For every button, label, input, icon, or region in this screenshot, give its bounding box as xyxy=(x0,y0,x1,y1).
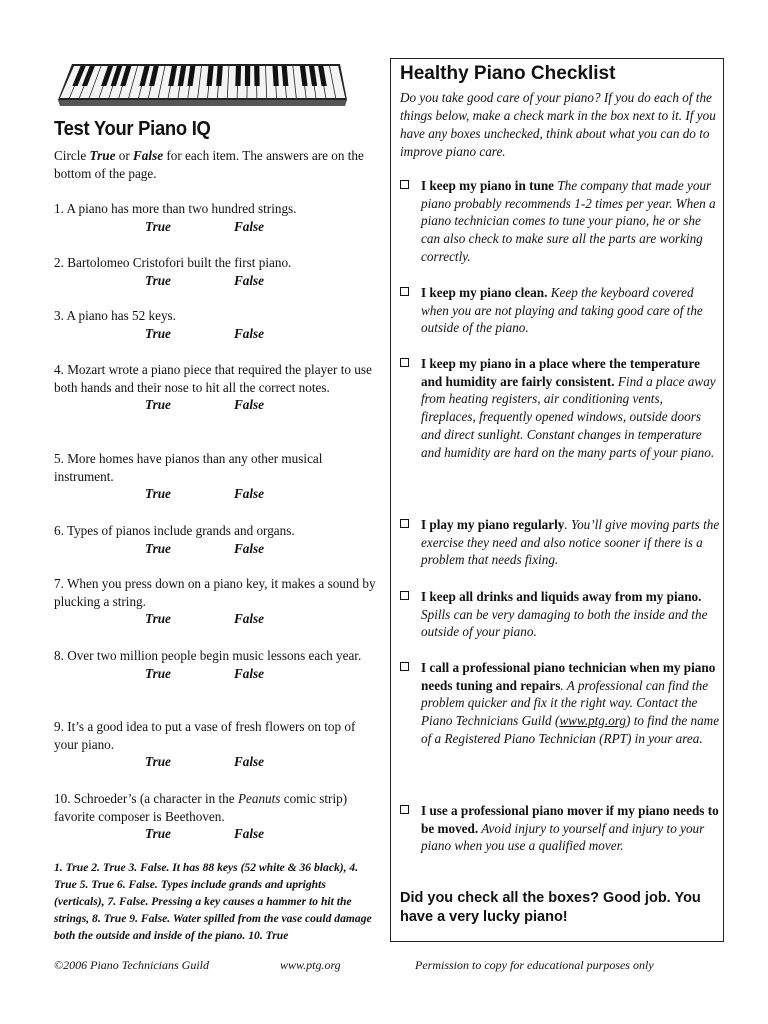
true-option[interactable]: True xyxy=(145,754,171,769)
checklist-item-technician: I call a professional piano technician when my piano needs tuning and repairs. A professional can find the problem quicker and fix it the right way. Contact the Piano Technicians Guild (www.ptg.org) to find the name of a Registered Piano Technician (RPT) in your area. xyxy=(400,659,720,748)
false-option[interactable]: False xyxy=(234,754,265,769)
true-option[interactable]: True xyxy=(145,486,171,501)
ptg-link[interactable]: www.ptg.org xyxy=(559,713,627,729)
question-text: 8. Over two million people begin music lessons each year. xyxy=(54,648,362,663)
checkbox[interactable] xyxy=(400,358,409,367)
question-text: 7. When you press down on a piano key, it makes a sound by plucking a string. xyxy=(54,576,376,609)
false-option[interactable]: False xyxy=(234,826,265,841)
false-option[interactable]: False xyxy=(234,325,265,341)
question-text: 6. Types of pianos include grands and organs. xyxy=(54,523,295,538)
checkbox[interactable] xyxy=(400,591,409,600)
answer-key: 1. True 2. True 3. False. It has 88 keys (52 white & 36 black), 4. True 5. True 6. False. Types include grands and uprights (verticals), 7. False. Pressing a key causes a hammer to hit the strings, 8. True 9. False. Water spilled from the vase could damage both the outside and inside of the piano. 10. True xyxy=(54,861,372,942)
true-false-choices xyxy=(54,610,379,628)
checklist-item-tune: I keep my piano in tune The company that made your piano probably recommends 1-2 times per year. When a piano technician comes to tune your piano, he or she can also check to make sure all the parts are working correctly. xyxy=(400,177,720,266)
black-key xyxy=(254,66,259,86)
true-option[interactable]: True xyxy=(145,826,171,841)
question-4 xyxy=(54,361,379,414)
false-option[interactable]: False xyxy=(234,397,265,412)
false-option[interactable]: False xyxy=(234,611,265,626)
piano-keyboard-illustration xyxy=(56,62,348,108)
true-false-choices xyxy=(54,540,379,558)
checklist-item-clean: I keep my piano clean. Keep the keyboard covered when you are not playing and taking good care of the outside of the piano. xyxy=(400,284,720,337)
copyright: ©2006 Piano Technicians Guild xyxy=(54,958,210,972)
black-key xyxy=(245,66,250,86)
question-8 xyxy=(54,647,379,683)
true-option[interactable]: True xyxy=(145,397,171,412)
question-text: 5. More homes have pianos than any other musical instrument. xyxy=(54,451,323,484)
false-option[interactable]: False xyxy=(234,665,265,681)
false-option[interactable]: False xyxy=(234,218,265,234)
checkbox[interactable] xyxy=(400,519,409,528)
checkbox[interactable] xyxy=(400,805,409,814)
true-option[interactable]: True xyxy=(145,665,171,681)
checklist-item-play: I play my piano regularly. You’ll give moving parts the exercise they need and also notice sooner if there is a problem that needs fixing. xyxy=(400,516,720,569)
true-false-choices xyxy=(54,218,379,236)
question-5 xyxy=(54,450,379,503)
true-option[interactable]: True xyxy=(145,611,171,626)
checklist-title: Healthy Piano Checklist xyxy=(400,63,616,84)
question-text: 1. A piano has more than two hundred strings. xyxy=(54,201,297,216)
question-text: 9. It’s a good idea to put a vase of fresh flowers on top of your piano. xyxy=(54,719,356,752)
question-10 xyxy=(54,790,379,843)
checkbox[interactable] xyxy=(400,662,409,671)
question-text: 2. Bartolomeo Cristofori built the first piano. xyxy=(54,255,292,270)
quiz-instructions: Circle True or False for each item. The answers are on the bottom of the page. xyxy=(54,148,364,181)
checklist-item-liquids: I keep all drinks and liquids away from my piano. Spills can be very damaging to both the inside and the outside of your piano. xyxy=(400,588,720,641)
question-1 xyxy=(54,200,379,236)
question-7 xyxy=(54,575,379,628)
question-6 xyxy=(54,522,379,558)
false-option[interactable]: False xyxy=(234,486,265,501)
true-false-choices xyxy=(54,325,379,343)
quiz-section xyxy=(54,118,379,942)
false-option[interactable]: False xyxy=(234,272,265,288)
quiz-title: Test Your Piano IQ xyxy=(54,118,211,140)
true-false-choices xyxy=(54,753,379,771)
question-2 xyxy=(54,254,379,290)
question-text: 4. Mozart wrote a piano piece that required the player to use both hands and their nose to hit all the correct notes. xyxy=(54,362,372,395)
true-option[interactable]: True xyxy=(145,272,171,288)
true-false-choices xyxy=(54,272,379,290)
true-option[interactable]: True xyxy=(145,325,171,341)
question-text: 10. Schroeder’s (a character in the Peanuts comic strip) favorite composer is Beethoven. xyxy=(54,791,348,824)
checklist-item-mover: I use a professional piano mover if my piano needs to be moved. Avoid injury to yourself and injury to your piano when you use a qualified mover. xyxy=(400,802,720,855)
true-false-choices xyxy=(54,825,379,843)
true-false-choices xyxy=(54,396,379,414)
checklist-intro: Do you take good care of your piano? If you do each of the things below, make a check mark in the box next to it. If you have any boxes unchecked, think about what you can do to improve piano care. xyxy=(400,90,716,159)
checklist-box xyxy=(390,58,724,942)
black-key xyxy=(235,66,241,86)
website[interactable]: www.ptg.org xyxy=(280,958,341,972)
checkbox[interactable] xyxy=(400,180,409,189)
question-text: 3. A piano has 52 keys. xyxy=(54,308,176,323)
question-3 xyxy=(54,307,379,343)
checklist-closing: Did you check all the boxes? Good job. You have a very lucky piano! xyxy=(400,890,701,925)
checkbox[interactable] xyxy=(400,287,409,296)
true-option[interactable]: True xyxy=(145,540,171,556)
false-option[interactable]: False xyxy=(234,540,265,556)
permission-note: Permission to copy for educational purposes only xyxy=(415,958,654,972)
true-option[interactable]: True xyxy=(145,218,171,234)
checklist-item-location: I keep my piano in a place where the temperature and humidity are fairly consistent. Find a place away from heating registers, air conditioning vents, fireplaces, frequently opened windows, outside doors and direct sunlight. Constant changes in temperature and humidity are hard on the many parts of your piano. xyxy=(400,355,720,461)
true-false-choices xyxy=(54,485,379,503)
true-false-choices xyxy=(54,665,379,683)
question-9 xyxy=(54,718,379,771)
